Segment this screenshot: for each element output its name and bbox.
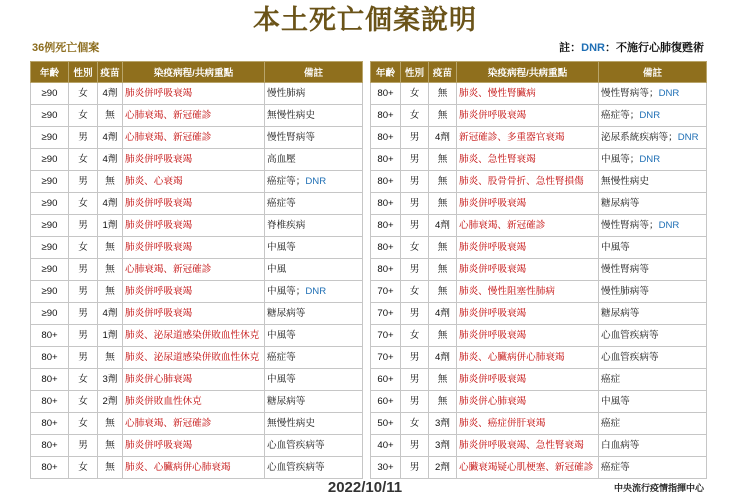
vaccine-cell: 3劑 [429, 413, 457, 435]
dnr-label: DNR [305, 286, 327, 297]
table-row [31, 149, 363, 171]
course-cell: 肺炎、慢性腎臟病 [457, 83, 599, 105]
table-row [371, 105, 707, 127]
sex-cell: 男 [69, 259, 98, 281]
table-row [31, 171, 363, 193]
table-row [31, 281, 363, 303]
table-row [371, 391, 707, 413]
remark-cell [265, 105, 363, 127]
remark-cell [265, 149, 363, 171]
vaccine-cell: 無 [429, 325, 457, 347]
sex-cell: 女 [401, 105, 429, 127]
table-header-row [31, 62, 363, 83]
remark-text: 無慢性病史 [601, 176, 649, 187]
remark-cell [599, 149, 707, 171]
age-cell: 80+ [31, 369, 69, 391]
table-row [371, 237, 707, 259]
table-row [371, 259, 707, 281]
header-remark: 備註 [599, 62, 707, 83]
vaccine-cell: 無 [98, 171, 123, 193]
course-cell: 肺炎併心肺衰竭 [457, 391, 599, 413]
course-cell: 肺炎、泌尿道感染併敗血性休克 [123, 325, 265, 347]
remark-cell [265, 83, 363, 105]
note-prefix: 註： [559, 42, 582, 54]
remark-cell [265, 391, 363, 413]
course-cell: 肺炎併呼吸衰竭、急性腎衰竭 [457, 435, 599, 457]
dnr-label: DNR [677, 132, 699, 143]
course-cell: 肺炎、急性腎衰竭 [457, 149, 599, 171]
table-row [31, 193, 363, 215]
age-cell: ≥90 [31, 105, 69, 127]
remark-cell [265, 413, 363, 435]
sex-cell: 男 [69, 435, 98, 457]
table-row [31, 259, 363, 281]
remark-text: 中風等； [601, 154, 640, 165]
dnr-label: DNR [658, 88, 680, 99]
age-cell: 80+ [371, 171, 401, 193]
sex-cell: 女 [69, 149, 98, 171]
age-cell: 80+ [371, 127, 401, 149]
vaccine-cell: 4劑 [98, 149, 123, 171]
sex-cell: 女 [69, 391, 98, 413]
course-cell: 肺炎併敗血性休克 [123, 391, 265, 413]
remark-text: 脊椎疾病 [267, 220, 306, 231]
age-cell: 80+ [371, 259, 401, 281]
sex-cell: 男 [69, 303, 98, 325]
vaccine-cell: 4劑 [98, 83, 123, 105]
remark-cell [265, 457, 363, 479]
sex-cell: 男 [69, 325, 98, 347]
sex-cell: 男 [401, 391, 429, 413]
sex-cell: 女 [401, 83, 429, 105]
course-cell: 肺炎併呼吸衰竭 [457, 193, 599, 215]
vaccine-cell: 1劑 [98, 325, 123, 347]
vaccine-cell: 無 [429, 105, 457, 127]
remark-text: 中風等 [601, 242, 630, 253]
table-row [31, 105, 363, 127]
left-cases-table [30, 61, 363, 479]
remark-text: 心血管疾病等 [267, 440, 325, 451]
remark-text: 癌症 [601, 374, 621, 385]
remark-text: 泌尿系統疾病等； [601, 132, 678, 143]
table-row [31, 325, 363, 347]
right-table-body [371, 83, 707, 479]
remark-cell [265, 347, 363, 369]
vaccine-cell: 4劑 [429, 127, 457, 149]
vaccine-cell: 無 [98, 259, 123, 281]
remark-cell [265, 325, 363, 347]
header-sex: 性別 [69, 62, 98, 83]
sex-cell: 女 [69, 413, 98, 435]
table-row [31, 457, 363, 479]
remark-cell [599, 325, 707, 347]
remark-text: 無慢性病史 [267, 110, 315, 121]
vaccine-cell: 無 [429, 391, 457, 413]
remark-text: 中風等 [601, 396, 630, 407]
dnr-note [559, 41, 704, 55]
sex-cell: 男 [401, 193, 429, 215]
remark-cell [599, 413, 707, 435]
table-row [371, 83, 707, 105]
remark-text: 慢性肺病等 [601, 286, 649, 297]
age-cell: 80+ [31, 457, 69, 479]
remark-cell [599, 457, 707, 479]
table-row [31, 237, 363, 259]
sex-cell: 女 [401, 237, 429, 259]
age-cell: ≥90 [31, 303, 69, 325]
course-cell: 肺炎併呼吸衰竭 [123, 193, 265, 215]
page-title: 本土死亡個案說明 [253, 5, 477, 35]
remark-cell [599, 193, 707, 215]
remark-cell [265, 435, 363, 457]
age-cell: 80+ [31, 391, 69, 413]
remark-text: 癌症 [601, 418, 621, 429]
age-cell: 80+ [31, 325, 69, 347]
vaccine-cell: 4劑 [98, 303, 123, 325]
age-cell: ≥90 [31, 215, 69, 237]
remark-text: 慢性腎病等； [601, 220, 659, 231]
vaccine-cell: 3劑 [429, 435, 457, 457]
course-cell: 肺炎併呼吸衰竭 [457, 259, 599, 281]
note-suffix: ：不施行心肺復甦術 [605, 42, 704, 54]
sex-cell: 女 [401, 325, 429, 347]
header-course: 染疫病程/共病重點 [123, 62, 265, 83]
age-cell: ≥90 [31, 171, 69, 193]
remark-text: 癌症等； [267, 176, 306, 187]
remark-text: 糖尿病等 [267, 308, 306, 319]
remark-text: 中風等 [267, 242, 296, 253]
remark-text: 癌症等 [601, 462, 630, 473]
header-vaccine: 疫苗 [98, 62, 123, 83]
course-cell: 心肺衰竭、新冠確診 [457, 215, 599, 237]
course-cell: 心肺衰竭、新冠確診 [123, 105, 265, 127]
sex-cell: 女 [69, 369, 98, 391]
sex-cell: 男 [401, 171, 429, 193]
table-row [371, 435, 707, 457]
remark-cell [265, 369, 363, 391]
sex-cell: 女 [69, 83, 98, 105]
course-cell: 心肺衰竭、新冠確診 [123, 127, 265, 149]
vaccine-cell: 無 [98, 347, 123, 369]
age-cell: 70+ [371, 347, 401, 369]
course-cell: 肺炎併呼吸衰竭 [123, 303, 265, 325]
sex-cell: 男 [401, 127, 429, 149]
age-cell: 80+ [371, 237, 401, 259]
table-row [31, 369, 363, 391]
age-cell: ≥90 [31, 281, 69, 303]
remark-text: 心血管疾病等 [267, 462, 325, 473]
table-row [31, 83, 363, 105]
sex-cell: 男 [69, 215, 98, 237]
table-row [371, 303, 707, 325]
remark-cell [265, 259, 363, 281]
organization-name: 中央流行疫情指揮中心 [613, 483, 704, 493]
age-cell: 40+ [371, 435, 401, 457]
course-cell: 肺炎併呼吸衰竭 [123, 281, 265, 303]
remark-cell [599, 303, 707, 325]
remark-text: 無慢性病史 [267, 418, 315, 429]
table-row [371, 325, 707, 347]
sex-cell: 男 [401, 149, 429, 171]
course-cell: 肺炎、心衰竭 [123, 171, 265, 193]
sex-cell: 女 [69, 237, 98, 259]
remark-text: 慢性肺病 [267, 88, 306, 99]
report-date: 2022/10/11 [327, 479, 403, 496]
table-row [31, 215, 363, 237]
age-cell: 50+ [371, 413, 401, 435]
sex-cell: 男 [401, 435, 429, 457]
vaccine-cell: 無 [429, 281, 457, 303]
table-row [371, 281, 707, 303]
table-row [31, 435, 363, 457]
sex-cell: 男 [69, 171, 98, 193]
vaccine-cell: 4劑 [429, 215, 457, 237]
age-cell: ≥90 [31, 259, 69, 281]
header-course: 染疫病程/共病重點 [457, 62, 599, 83]
course-cell: 肺炎併呼吸衰竭 [457, 325, 599, 347]
course-cell: 心臟衰竭疑心肌梗塞、新冠確診 [457, 457, 599, 479]
course-cell: 肺炎併呼吸衰竭 [457, 303, 599, 325]
age-cell: 60+ [371, 369, 401, 391]
course-cell: 肺炎、慢性阻塞性肺病 [457, 281, 599, 303]
sex-cell: 男 [401, 347, 429, 369]
age-cell: 70+ [371, 325, 401, 347]
table-row [371, 413, 707, 435]
sex-cell: 女 [69, 457, 98, 479]
vaccine-cell: 無 [98, 281, 123, 303]
course-cell: 肺炎、癌症併肝衰竭 [457, 413, 599, 435]
age-cell: 60+ [371, 391, 401, 413]
course-cell: 肺炎、泌尿道感染併敗血性休克 [123, 347, 265, 369]
right-cases-table [370, 61, 707, 479]
age-cell: 80+ [371, 149, 401, 171]
remark-cell [599, 435, 707, 457]
table-row [371, 215, 707, 237]
course-cell: 肺炎、心臟病併心肺衰竭 [123, 457, 265, 479]
vaccine-cell: 1劑 [98, 215, 123, 237]
age-cell: 80+ [371, 105, 401, 127]
dnr-label: DNR [639, 154, 661, 165]
age-cell: 70+ [371, 281, 401, 303]
vaccine-cell: 無 [98, 457, 123, 479]
vaccine-cell: 無 [98, 413, 123, 435]
age-cell: 30+ [371, 457, 401, 479]
note-term: DNR [581, 42, 605, 54]
vaccine-cell: 無 [429, 237, 457, 259]
course-cell: 肺炎併呼吸衰竭 [457, 369, 599, 391]
table-header-row [371, 62, 707, 83]
course-cell: 肺炎併呼吸衰竭 [123, 215, 265, 237]
remark-text: 慢性腎病等 [267, 132, 315, 143]
header-remark: 備註 [265, 62, 363, 83]
course-cell: 肺炎併呼吸衰竭 [123, 237, 265, 259]
table-row [371, 457, 707, 479]
sex-cell: 男 [69, 127, 98, 149]
vaccine-cell: 無 [98, 435, 123, 457]
table-row [31, 127, 363, 149]
remark-text: 中風等 [267, 330, 296, 341]
vaccine-cell: 無 [98, 237, 123, 259]
age-cell: 80+ [31, 435, 69, 457]
dnr-label: DNR [639, 110, 661, 121]
remark-text: 心血管疾病等 [601, 352, 659, 363]
remark-text: 白血病等 [601, 440, 640, 451]
vaccine-cell: 無 [429, 149, 457, 171]
table-row [371, 171, 707, 193]
table-row [371, 193, 707, 215]
remark-cell [265, 215, 363, 237]
vaccine-cell: 2劑 [429, 457, 457, 479]
vaccine-cell: 無 [429, 83, 457, 105]
vaccine-cell: 無 [429, 259, 457, 281]
age-cell: 80+ [31, 347, 69, 369]
age-cell: 80+ [371, 83, 401, 105]
course-cell: 肺炎、股骨骨折、急性腎損傷 [457, 171, 599, 193]
course-cell: 肺炎併呼吸衰竭 [123, 149, 265, 171]
remark-text: 癌症等 [267, 198, 296, 209]
sex-cell: 男 [401, 259, 429, 281]
remark-cell [265, 127, 363, 149]
header-age: 年齡 [371, 62, 401, 83]
table-row [31, 391, 363, 413]
remark-cell [599, 369, 707, 391]
vaccine-cell: 3劑 [98, 369, 123, 391]
header-sex: 性別 [401, 62, 429, 83]
dnr-label: DNR [305, 176, 327, 187]
vaccine-cell: 4劑 [429, 347, 457, 369]
remark-cell [265, 171, 363, 193]
remark-text: 癌症等； [601, 110, 640, 121]
age-cell: ≥90 [31, 127, 69, 149]
age-cell: ≥90 [31, 83, 69, 105]
remark-text: 糖尿病等 [267, 396, 306, 407]
remark-text: 糖尿病等 [601, 308, 640, 319]
header-vaccine: 疫苗 [429, 62, 457, 83]
table-row [31, 347, 363, 369]
remark-cell [599, 215, 707, 237]
sex-cell: 女 [401, 413, 429, 435]
table-row [371, 347, 707, 369]
age-cell: ≥90 [31, 237, 69, 259]
remark-cell [265, 281, 363, 303]
course-cell: 心肺衰竭、新冠確診 [123, 259, 265, 281]
sex-cell: 男 [401, 215, 429, 237]
age-cell: 70+ [371, 303, 401, 325]
remark-text: 糖尿病等 [601, 198, 640, 209]
remark-text: 心血管疾病等 [601, 330, 659, 341]
remark-cell [599, 347, 707, 369]
left-table-body [31, 83, 363, 479]
age-cell: ≥90 [31, 193, 69, 215]
remark-cell [265, 237, 363, 259]
age-cell: 80+ [31, 413, 69, 435]
vaccine-cell: 2劑 [98, 391, 123, 413]
remark-cell [265, 193, 363, 215]
vaccine-cell: 4劑 [98, 127, 123, 149]
remark-cell [599, 237, 707, 259]
remark-text: 高血壓 [267, 154, 296, 165]
remark-text: 慢性腎病等 [601, 264, 649, 275]
remark-cell [599, 259, 707, 281]
sex-cell: 男 [69, 347, 98, 369]
table-row [371, 369, 707, 391]
case-count-subtitle: 36例死亡個案 [32, 42, 100, 54]
course-cell: 肺炎併心肺衰竭 [123, 369, 265, 391]
table-row [31, 413, 363, 435]
sex-cell: 男 [69, 281, 98, 303]
course-cell: 新冠確診、多重器官衰竭 [457, 127, 599, 149]
remark-cell [599, 105, 707, 127]
remark-text: 中風等； [267, 286, 306, 297]
course-cell: 肺炎併呼吸衰竭 [123, 435, 265, 457]
vaccine-cell: 無 [429, 369, 457, 391]
remark-cell [599, 83, 707, 105]
remark-text: 慢性腎病等； [601, 88, 659, 99]
course-cell: 肺炎併呼吸衰竭 [457, 105, 599, 127]
sex-cell: 女 [69, 105, 98, 127]
course-cell: 肺炎併呼吸衰竭 [123, 83, 265, 105]
table-row [371, 149, 707, 171]
sex-cell: 女 [401, 281, 429, 303]
vaccine-cell: 4劑 [98, 193, 123, 215]
table-row [31, 303, 363, 325]
vaccine-cell: 無 [98, 105, 123, 127]
vaccine-cell: 無 [429, 193, 457, 215]
vaccine-cell: 4劑 [429, 303, 457, 325]
remark-cell [599, 127, 707, 149]
dnr-label: DNR [658, 220, 680, 231]
sex-cell: 男 [401, 457, 429, 479]
sex-cell: 男 [401, 369, 429, 391]
vaccine-cell: 無 [429, 171, 457, 193]
table-row [371, 127, 707, 149]
remark-text: 中風等 [267, 374, 296, 385]
age-cell: ≥90 [31, 149, 69, 171]
course-cell: 心肺衰竭、新冠確診 [123, 413, 265, 435]
remark-cell [599, 171, 707, 193]
sex-cell: 男 [401, 303, 429, 325]
course-cell: 肺炎、心臟病併心肺衰竭 [457, 347, 599, 369]
sex-cell: 女 [69, 193, 98, 215]
remark-cell [599, 281, 707, 303]
course-cell: 肺炎併呼吸衰竭 [457, 237, 599, 259]
remark-text: 癌症等 [267, 352, 296, 363]
remark-cell [265, 303, 363, 325]
header-age: 年齡 [31, 62, 69, 83]
remark-cell [599, 391, 707, 413]
age-cell: 80+ [371, 193, 401, 215]
age-cell: 80+ [371, 215, 401, 237]
remark-text: 中風 [267, 264, 287, 275]
